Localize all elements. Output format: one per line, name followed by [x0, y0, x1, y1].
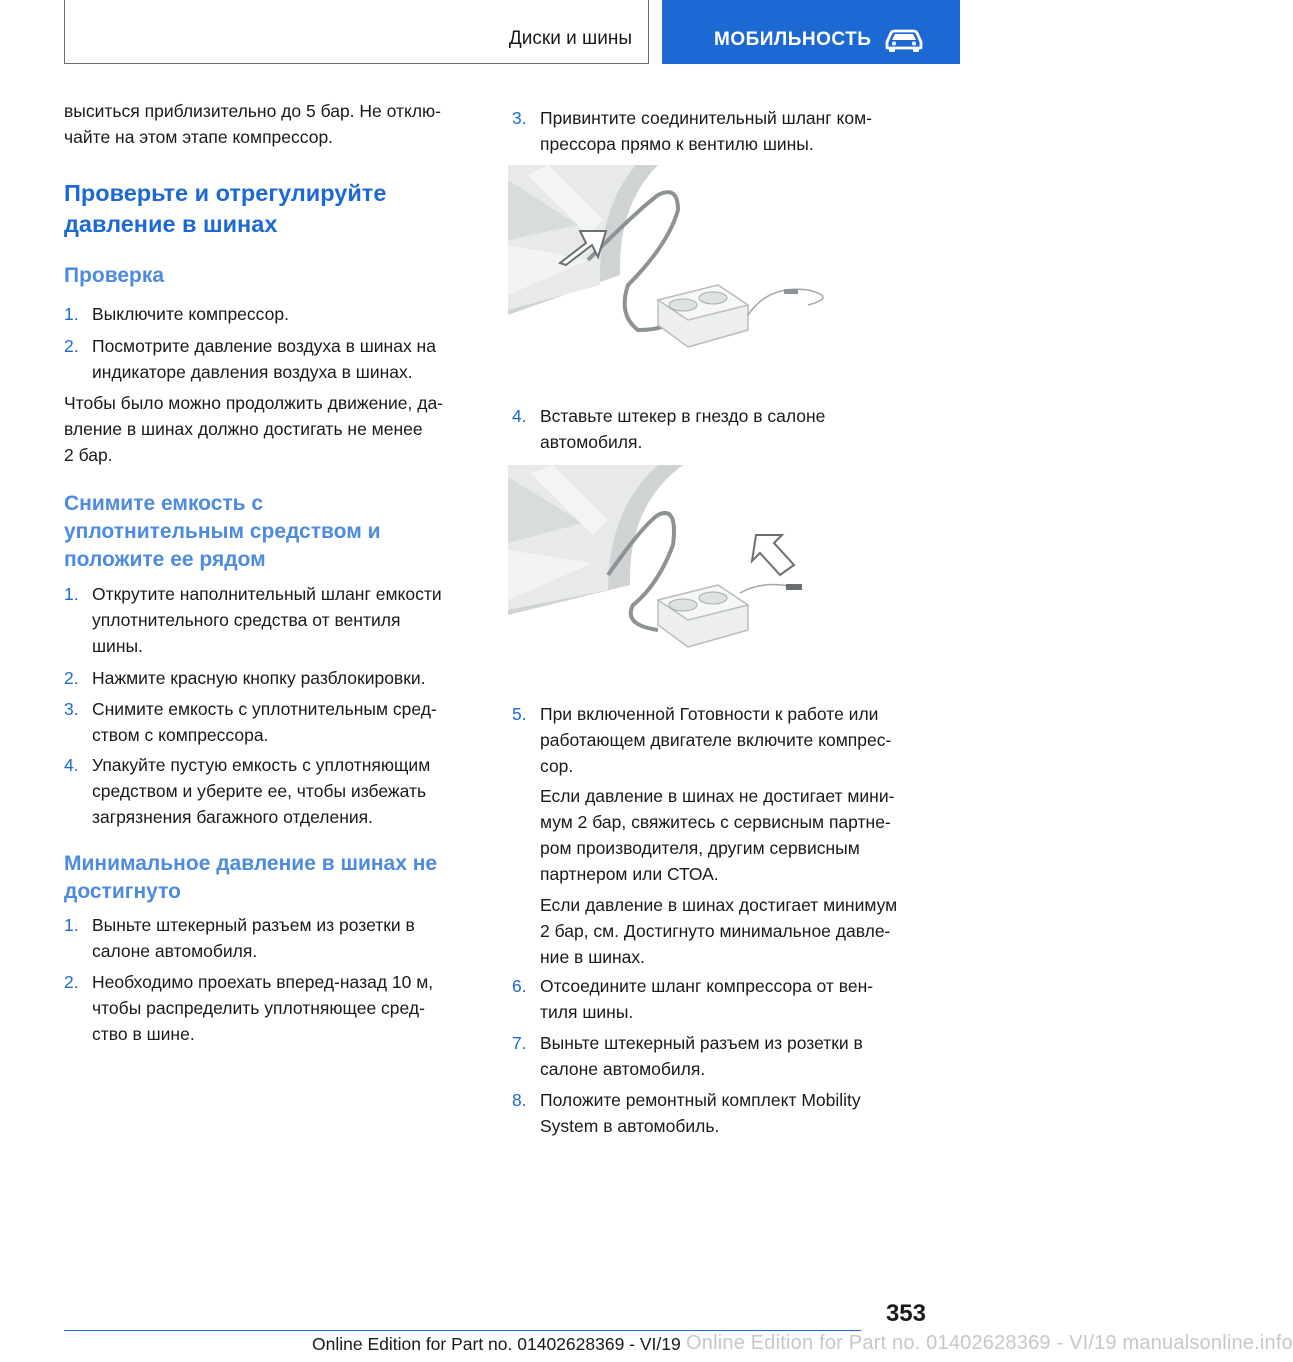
footer-watermark: Online Edition for Part no. 01402628369 - VI/19 manualsonline.info	[686, 1332, 1293, 1354]
header-chapter-tab[interactable]	[662, 0, 960, 64]
car-icon	[884, 28, 924, 57]
footer-divider	[64, 1330, 861, 1331]
page-number: 353	[885, 1300, 926, 1327]
heading-check-adjust: Проверьте и отрегулируйте давление в шинах	[64, 180, 387, 237]
subheading-remove-container: Снимите емкость с уплотнительным средством и положите ее рядом	[64, 492, 381, 571]
illustration-plug-socket	[508, 465, 900, 655]
check-note-paragraph: Чтобы было можно продолжить движение, да- вление в шинах должно достигать не менее 2 бар.	[64, 393, 444, 465]
header-section-title: Диски и шины	[508, 28, 632, 49]
header-section-box	[64, 0, 649, 64]
header-chapter-label: МОБИЛЬНОСТЬ	[714, 29, 872, 50]
illustration-hose-to-valve	[508, 165, 900, 355]
subheading-min-pressure: Минимальное давление в шинах не достигнуто	[64, 852, 438, 903]
footer-edition: Online Edition for Part no. 01402628369 - VI/19	[312, 1334, 681, 1354]
intro-paragraph: выситься приблизительно до 5 бар. Не отклю- чайте на этом этапе компрессор.	[64, 101, 442, 147]
subheading-check: Проверка	[64, 264, 165, 287]
